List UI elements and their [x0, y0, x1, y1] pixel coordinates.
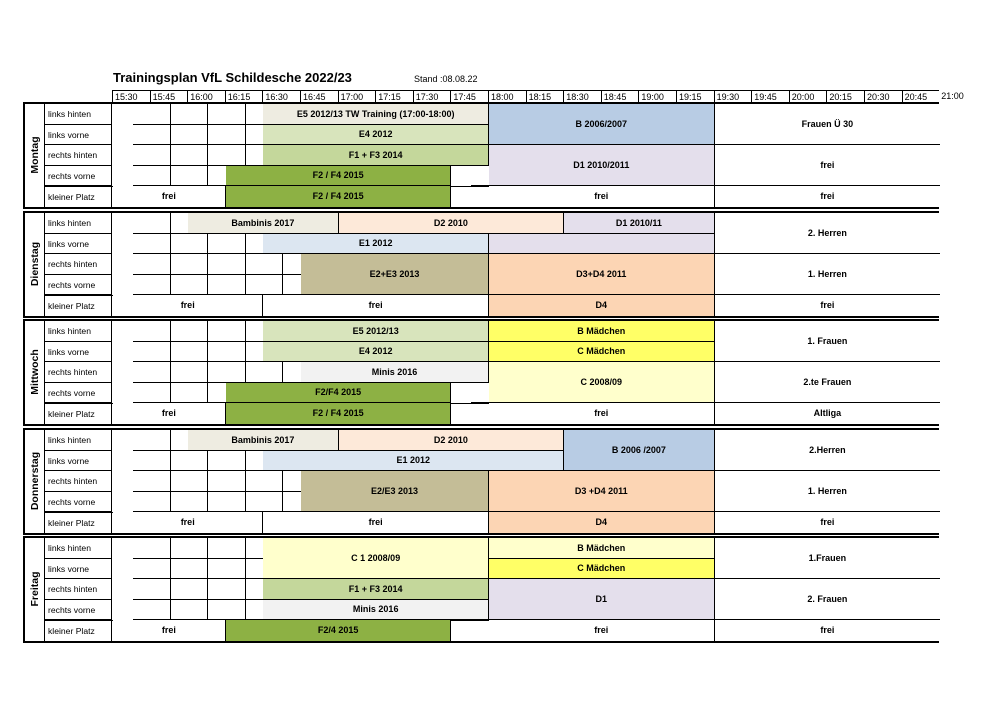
time-label: 16:15	[225, 90, 263, 102]
training-slot: frei	[489, 186, 715, 207]
training-slot: D2 2010	[339, 430, 565, 451]
time-label: 17:15	[375, 90, 413, 102]
training-slot: F1 + F3 2014	[263, 579, 489, 600]
training-slot: C 2008/09	[489, 362, 715, 403]
training-slot: E2/E3 2013	[301, 471, 489, 512]
time-label: 17:00	[338, 90, 376, 102]
time-label: 21:00	[941, 91, 964, 101]
training-slot: B 2006 /2007	[564, 430, 714, 471]
day-name: Freitag	[28, 571, 41, 607]
training-slot: frei	[113, 512, 263, 533]
training-slot: Bambinis 2017	[188, 213, 338, 234]
field-name: links vorne	[45, 125, 112, 146]
training-slot: E4 2012	[263, 125, 489, 146]
time-label: 18:45	[601, 90, 639, 102]
training-slot: frei	[113, 186, 226, 207]
training-slot: 1. Herren	[715, 254, 941, 295]
training-slot: Altliga	[715, 403, 941, 424]
training-slot: D3 +D4 2011	[489, 471, 715, 512]
training-slot: E1 2012	[263, 451, 564, 472]
day-label	[25, 321, 45, 424]
training-slot: F2 / F4 2015	[226, 186, 452, 207]
training-slot: frei	[715, 145, 941, 186]
training-slot: frei	[715, 295, 941, 316]
block-layer	[113, 104, 937, 207]
field-name: rechts hinten	[45, 471, 112, 492]
training-slot: F2/F4 2015	[226, 383, 452, 404]
day-name: Montag	[28, 136, 41, 174]
time-label: 15:30	[112, 90, 150, 102]
training-slot: frei	[715, 620, 941, 641]
time-label: 18:15	[526, 90, 564, 102]
field-name: rechts vorne	[45, 492, 112, 513]
day-label	[25, 430, 45, 533]
day-name: Donnerstag	[28, 452, 41, 511]
field-name: links vorne	[45, 559, 112, 580]
training-slot: E2+E3 2013	[301, 254, 489, 295]
training-slot: frei	[489, 620, 715, 641]
training-slot: 2. Herren	[715, 213, 941, 254]
time-label: 20:15	[826, 90, 864, 102]
time-label: 19:00	[638, 90, 676, 102]
training-slot: E5 2012/13	[263, 321, 489, 342]
training-slot: 1.Frauen	[715, 538, 941, 579]
training-slot: frei	[263, 512, 489, 533]
training-slot: Minis 2016	[263, 600, 489, 621]
field-name: kleiner Platz	[45, 513, 112, 533]
time-label: 20:30	[864, 90, 902, 102]
time-label: 19:15	[676, 90, 714, 102]
training-slot: F2 / F4 2015	[226, 166, 452, 187]
training-slot: D3+D4 2011	[489, 254, 715, 295]
training-slot: D2 2010	[339, 213, 565, 234]
training-slot: 1. Herren	[715, 471, 941, 512]
time-label: 19:45	[751, 90, 789, 102]
training-slot: Frauen Ü 30	[715, 104, 941, 145]
day-label	[25, 104, 45, 207]
training-slot: C 1 2008/09	[263, 538, 489, 579]
block-layer	[113, 538, 937, 641]
field-name: links hinten	[45, 538, 112, 559]
field-name: links vorne	[45, 451, 112, 472]
field-name: links vorne	[45, 234, 112, 255]
training-slot: F1 + F3 2014	[263, 145, 489, 166]
training-slot: E4 2012	[263, 342, 489, 363]
page-title: Trainingsplan VfL Schildesche 2022/23	[113, 70, 352, 85]
field-name: rechts vorne	[45, 600, 112, 621]
training-slot: C Mädchen	[489, 559, 715, 580]
field-name: links hinten	[45, 104, 112, 125]
training-slot: B Mädchen	[489, 538, 715, 559]
field-name: rechts hinten	[45, 254, 112, 275]
stand-date: Stand :08.08.22	[414, 74, 478, 84]
training-slot: F2 / F4 2015	[226, 403, 452, 424]
training-slot: frei	[113, 403, 226, 424]
training-slot: B Mädchen	[489, 321, 715, 342]
training-slot: D4	[489, 512, 715, 533]
field-name: rechts hinten	[45, 145, 112, 166]
training-slot: D4	[489, 295, 715, 316]
field-name: links vorne	[45, 342, 112, 363]
training-slot: D1 2010/2011	[489, 145, 715, 186]
time-label: 15:45	[150, 90, 188, 102]
training-slot: frei	[715, 186, 941, 207]
field-name: kleiner Platz	[45, 187, 112, 207]
training-slot: B 2006/2007	[489, 104, 715, 145]
training-slot: frei	[113, 620, 226, 641]
field-name: rechts vorne	[45, 383, 112, 404]
block-layer	[113, 321, 937, 424]
training-slot: E1 2012	[263, 234, 489, 255]
field-name: kleiner Platz	[45, 296, 112, 316]
day-block-montag	[23, 102, 939, 209]
training-slot: E5 2012/13 TW Training (17:00-18:00)	[263, 104, 489, 125]
day-block-freitag	[23, 536, 939, 643]
training-slot: 1. Frauen	[715, 321, 941, 362]
field-name: kleiner Platz	[45, 404, 112, 424]
time-label: 17:30	[413, 90, 451, 102]
training-slot	[489, 234, 715, 255]
field-name: links hinten	[45, 430, 112, 451]
training-slot: Minis 2016	[301, 362, 489, 383]
training-slot: frei	[715, 512, 941, 533]
field-name: rechts hinten	[45, 579, 112, 600]
training-slot: 2.te Frauen	[715, 362, 941, 403]
field-name: links hinten	[45, 321, 112, 342]
day-block-donnerstag	[23, 428, 939, 535]
time-label: 16:30	[262, 90, 300, 102]
field-name: links hinten	[45, 213, 112, 234]
field-name: rechts vorne	[45, 275, 112, 296]
time-label: 18:30	[563, 90, 601, 102]
training-slot: C Mädchen	[489, 342, 715, 363]
block-layer	[113, 430, 937, 533]
day-name: Mittwoch	[28, 349, 41, 395]
time-label: 20:00	[789, 90, 827, 102]
field-name: rechts hinten	[45, 362, 112, 383]
time-label: 18:00	[488, 90, 526, 102]
training-slot: 2.Herren	[715, 430, 941, 471]
time-label: 16:00	[187, 90, 225, 102]
day-block-dienstag	[23, 211, 939, 318]
training-slot: frei	[113, 295, 263, 316]
time-label: 20:45	[902, 90, 940, 102]
training-slot: D1	[489, 579, 715, 620]
training-slot: 2. Frauen	[715, 579, 941, 620]
field-name: kleiner Platz	[45, 621, 112, 641]
training-slot: D1 2010/11	[564, 213, 714, 234]
time-label: 17:45	[450, 90, 488, 102]
day-name: Dienstag	[28, 242, 41, 287]
time-label: 19:30	[714, 90, 752, 102]
time-label: 16:45	[300, 90, 338, 102]
day-block-mittwoch	[23, 319, 939, 426]
day-label	[25, 213, 45, 316]
training-slot: Bambinis 2017	[188, 430, 338, 451]
block-layer	[113, 213, 937, 316]
field-name: rechts vorne	[45, 166, 112, 187]
training-slot: F2/4 2015	[226, 620, 452, 641]
training-slot: frei	[263, 295, 489, 316]
training-slot: frei	[489, 403, 715, 424]
day-label	[25, 538, 45, 641]
